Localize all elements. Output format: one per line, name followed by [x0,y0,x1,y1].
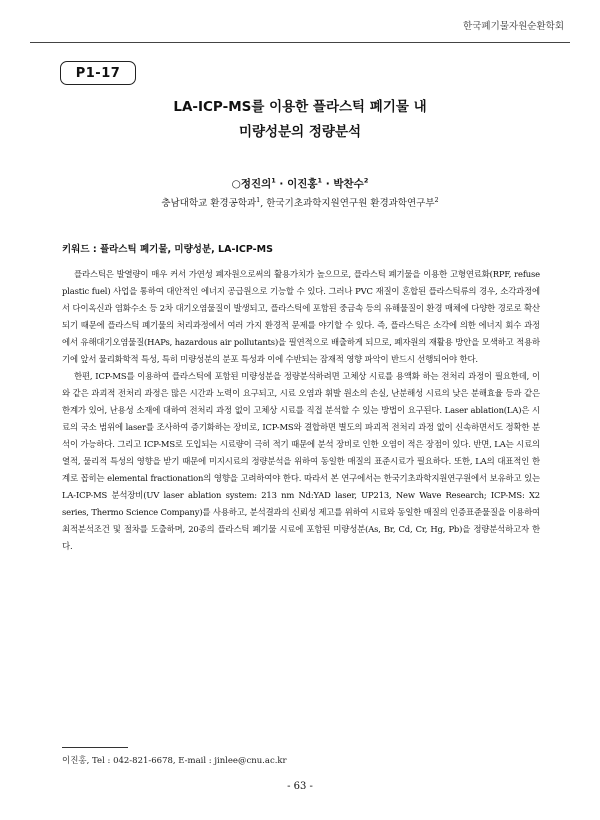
author-3: 박찬수 [333,178,364,190]
footnote-divider [62,747,128,748]
author-separator: · [322,178,334,190]
header-divider [30,42,570,43]
page-number: - 63 - [287,781,313,792]
author-separator: · [275,178,288,190]
author-2-affil: 1 [317,176,323,185]
paragraph-2: 한편, ICP-MS를 이용하여 플라스틱에 포함된 미량성분을 정량분석하려면 고체상 시료를 용액화 하는 전처리 과정이 필요한데, 이와 같은 과괴적 전처리 과정은 많은 시간과 노력이 요구되고, 시료 오염과 휘발 원소의 손실, 난분해성 시료의 낮은 분해효율 등과 같은 한계가 있어, 난용성 소재에 대하여 전처리 과정 없이 고체상 시료를 직접 분석할 수 있는 방법이 요구된다. Laser ablation(LA)은 시료의 국소 범위에 laser를 조사하여 증기화하는 장비로, ICP-MS와 결합하면 별도의 파괴적 전처리 과정 없이 신속하면서도 정확한 분석이 가능하다. 그리고 ICP-MS로 도입되는 시료량이 극히 적기 때문에 분석 장비로 인한 오염이 적은 장점이 있다. 반면, LA는 시료의 열적, 물리적 특성의 영향을 받기 때문에 미지시료의 정량분석을 위하여 동일한 매질의 표준시료가 필요하다. 또한, LA의 대표적인 한계로 꼽히는 elemental fractionation의 영향을 고려하여야 한다. 따라서 본 연구에서는 한국기초과학지원연구원에서 보유하고 있는 LA-ICP-MS 분석장비(UV laser ablation system: 213 nm Nd:YAD laser, UP213, New Wave Research; ICP-MS: X2 series, Thermo Science Company)를 사용하고, 분석결과의 신뢰성 제고를 위하여 시료와 동일한 매질의 인증표준물질을 이용하여 최적분석조건 및 절차를 도출하며, 20종의 플라스틱 폐기물 시료에 포함된 미량성분(As, Br, Cd, Cr, Hg, Pb)을 정량분석하고자 한다. [62,371,540,551]
affiliation-2: , 한국기초과학지원연구원 환경과학연구부 [260,198,435,209]
affiliations [40,195,560,209]
paper-title [60,95,540,145]
title-line-1: LA-ICP-MS를 이용한 플라스틱 폐기물 내 [173,99,427,115]
presenter-marker: ○ [231,178,241,190]
paragraph-1: 플라스틱은 발열량이 매우 커서 가연성 폐자원으로써의 활용가치가 높으므로, 플라스틱 폐기물을 이용한 고형연료화(RPF, refuse plastic fuel) 사업을 통하여 대안적인 에너지 공급원으로 기능할 수 있다. 그러나 PVC 재질이 혼합된 플라스틱류의 경우, 소각과정에서 다이옥신과 염화수소 등 2차 대기오염물질이 발생되고, 플라스틱에 포함된 중금속 등의 유해물질이 환경 매체에 다양한 경로로 확산되기 때문에 플라스틱 폐기물의 처리과정에서 여러 가지 환경적 문제를 야기할 수 있다. 즉, 플라스틱은 소각에 의한 에너지 회수 과정에서 유해대기오염물질(HAPs, hazardous air pollutants)을 필연적으로 배출하게 되므로, 폐자원의 재활용 방안을 모색하고 적용하기에 앞서 물리화학적 특성, 특히 미량성분의 분포 특성과 이에 수반되는 잠재적 영향 파악이 반드시 선행되어야 한다. [62,269,540,364]
author-list [60,176,540,191]
corresponding-author-footnote: 이진홍, Tel : 042-821-6678, E-mail : jinlee@cnu.ac.kr [62,756,287,766]
abstract-body [62,266,540,555]
keywords: 키워드 : 플라스틱 폐기물, 미량성분, LA-ICP-MS [62,244,273,255]
affiliation-2-mark: 2 [434,195,439,204]
author-1-affil: 1 [271,176,276,185]
paper-code-badge: P1-17 [60,61,136,85]
conference-name: 한국폐기물자원순환학회 [463,21,564,32]
author-3-affil: 2 [363,176,369,185]
title-line-2: 미량성분의 정량분석 [238,124,362,140]
author-2: 이진홍 [287,178,318,190]
affiliation-1: 충남대학교 환경공학과 [161,198,257,209]
author-1: 정진의 [240,178,272,190]
affiliation-1-mark: 1 [256,195,261,204]
